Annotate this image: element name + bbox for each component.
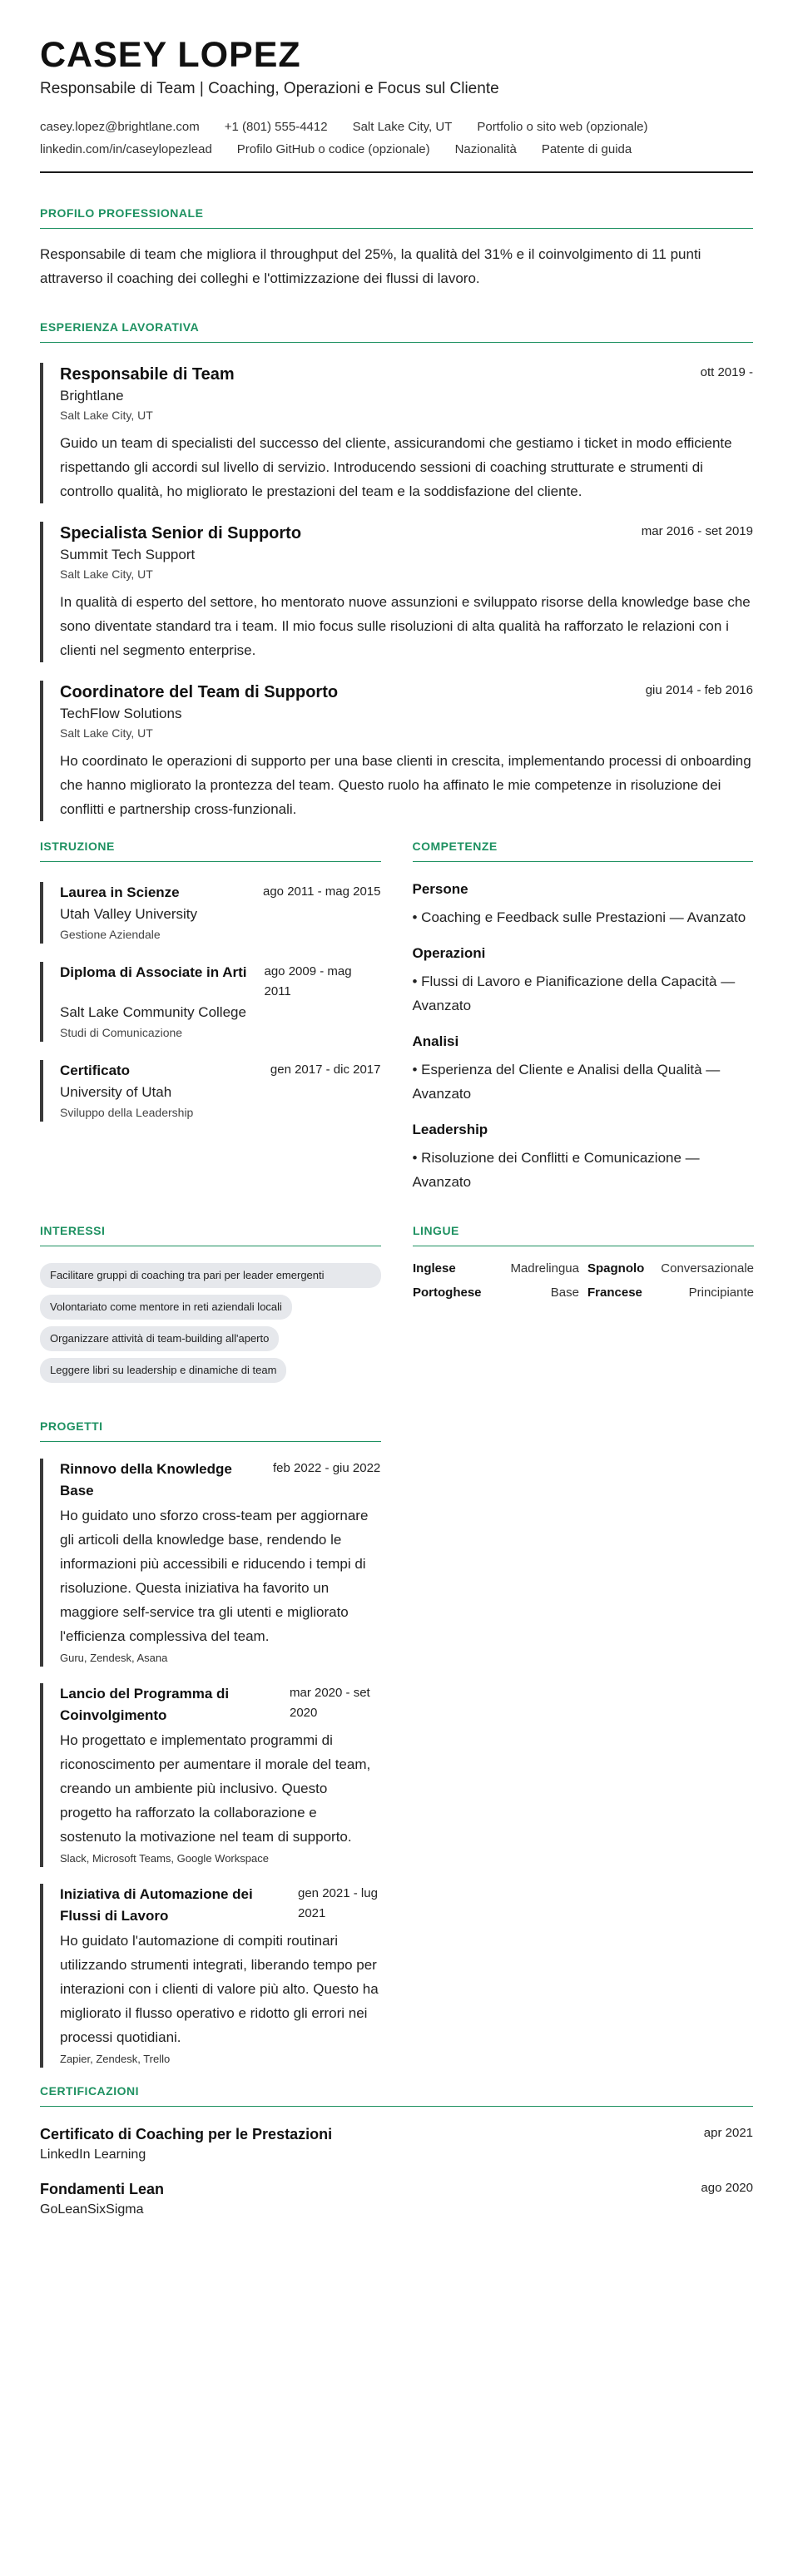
skill-category: Persone [412, 881, 468, 897]
skills-heading: COMPETENZE [413, 840, 754, 862]
project-date: mar 2020 - set 2020 [290, 1686, 370, 1720]
interest-tag: Leggere libri su leadership e dinamiche di team [40, 1358, 286, 1383]
interests-heading: INTERESSI [40, 1224, 381, 1246]
job-description: Guido un team di specialisti del successo del cliente, assicurandomi che gestiamo i ticket in modo efficiente rispettando gli accordi sul livello di servizio. Introducendo sessioni di coaching strutturate e strumenti di controllo qualità, ho migliorato le prestazioni del team e la soddisfazione del cliente. [60, 435, 732, 499]
language-name: Portoghese [413, 1286, 482, 1300]
education-item [40, 1060, 381, 1122]
project-title: Rinnovo della Knowledge Base [60, 1461, 232, 1499]
language-name: Francese [587, 1286, 642, 1300]
field-of-study: Gestione Aziendale [60, 928, 161, 941]
certification-item [40, 2178, 753, 2220]
header-divider [40, 171, 753, 173]
skill-category: Operazioni [412, 945, 486, 961]
job-company: Brightlane [60, 388, 124, 404]
certification-issuer: GoLeanSixSigma [40, 2202, 144, 2217]
experience-section [40, 320, 753, 821]
projects-section [40, 1419, 753, 2068]
skills-section [413, 840, 754, 1194]
profile-summary: Responsabile di team che migliora il throughput del 25%, la qualità del 31% e il coinvolgimento di 11 punti attraverso il coaching dei colleghi e l'ottimizzazione dei flussi di lavoro. [40, 246, 701, 286]
school: Utah Valley University [60, 906, 198, 922]
job-date: ott 2019 - [700, 365, 753, 379]
project-item [40, 1683, 381, 1867]
contact-nationality: Nazionalità [454, 142, 517, 156]
certification-issuer: LinkedIn Learning [40, 2147, 146, 2162]
contact-license: Patente di guida [541, 142, 632, 156]
project-title: Lancio del Programma di Coinvolgimento [60, 1686, 230, 1723]
experience-item [40, 522, 753, 662]
certification-item [40, 2123, 753, 2165]
interest-tag: Facilitare gruppi di coaching tra pari per leader emergenti [40, 1263, 381, 1288]
job-company: TechFlow Solutions [60, 706, 182, 721]
field-of-study: Sviluppo della Leadership [60, 1106, 194, 1119]
contact-info [40, 120, 753, 156]
project-tools: Guru, Zendesk, Asana [60, 1652, 168, 1664]
project-title: Iniziativa di Automazione dei Flussi di Lavoro [60, 1886, 253, 1924]
languages-grid [413, 1261, 754, 1300]
education-section [40, 840, 381, 1194]
language-level: Base [550, 1286, 579, 1300]
skill-item: • Coaching e Feedback sulle Prestazioni — Avanzato [412, 909, 746, 925]
language-level: Conversazionale [661, 1261, 754, 1276]
language-level: Principiante [688, 1286, 754, 1300]
project-description: Ho progettato e implementato programmi di riconoscimento per aumentare il morale del team, creando un ambiente più inclusivo. Questo progetto ha rafforzato la collaborazione e sostenuto la motivazione nel team di supporto. [60, 1732, 371, 1845]
school: University of Utah [60, 1084, 172, 1100]
job-title: Coordinatore del Team di Supporto [60, 683, 339, 701]
degree: Laurea in Scienze [60, 884, 180, 900]
school: Salt Lake Community College [60, 1004, 246, 1020]
education-date: gen 2017 - dic 2017 [270, 1063, 381, 1077]
degree: Certificato [60, 1063, 131, 1078]
job-location: Salt Lake City, UT [60, 409, 153, 422]
languages-section [413, 1224, 754, 1390]
job-company: Summit Tech Support [60, 547, 196, 562]
project-tools: Zapier, Zendesk, Trello [60, 2053, 171, 2065]
skill-category: Analisi [412, 1033, 459, 1049]
project-item [40, 1884, 381, 2068]
certification-date: apr 2021 [703, 2126, 753, 2140]
contact-github[interactable]: Profilo GitHub o codice (opzionale) [236, 142, 430, 156]
education-date: ago 2009 - mag 2011 [264, 964, 352, 998]
contact-linkedin[interactable]: linkedin.com/in/caseylopezlead [40, 142, 212, 156]
projects-heading: PROGETTI [40, 1419, 381, 1442]
project-item [40, 1459, 381, 1667]
contact-email[interactable]: casey.lopez@brightlane.com [40, 120, 200, 134]
skill-item: • Flussi di Lavoro e Pianificazione della Capacità — Avanzato [412, 973, 736, 1013]
certification-title: Certificato di Coaching per le Prestazioni [40, 2126, 333, 2143]
candidate-name: CASEY LOPEZ [40, 35, 301, 75]
interest-tag: Organizzare attività di team-building all'aperto [40, 1326, 279, 1351]
profile-section [40, 206, 753, 290]
job-date: giu 2014 - feb 2016 [645, 683, 753, 697]
experience-item [40, 363, 753, 503]
certifications-section [40, 2084, 753, 2220]
languages-heading: LINGUE [413, 1224, 754, 1246]
interests-section [40, 1224, 381, 1390]
job-description: Ho coordinato le operazioni di supporto per una base clienti in crescita, implementando processi di onboarding che hanno migliorato la prontezza del team. Questo ruolo ha affinato le mie competenze in risoluzione dei conflitti e partnership cross-funzionali. [60, 753, 751, 817]
skill-item: • Esperienza del Cliente e Analisi della Qualità — Avanzato [412, 1062, 721, 1102]
field-of-study: Studi di Comunicazione [60, 1026, 183, 1039]
education-item [40, 882, 381, 944]
experience-heading: ESPERIENZA LAVORATIVA [40, 320, 753, 343]
skill-category: Leadership [412, 1122, 488, 1137]
certification-date: ago 2020 [701, 2181, 753, 2195]
job-description: In qualità di esperto del settore, ho mentorato nuove assunzioni e sviluppato risorse della knowledge base che sono diventate standard tra i team. Il mio focus sulle risoluzioni di alta qualità ha rafforzato le relazioni con i clienti nel segmento enterprise. [60, 594, 751, 658]
job-title: Specialista Senior di Supporto [60, 524, 302, 542]
project-date: gen 2021 - lug 2021 [298, 1886, 378, 1920]
contact-phone[interactable]: +1 (801) 555-4412 [224, 120, 328, 134]
certifications-heading: CERTIFICAZIONI [40, 2084, 753, 2107]
job-location: Salt Lake City, UT [60, 726, 153, 740]
language-name: Inglese [413, 1261, 456, 1276]
contact-location: Salt Lake City, UT [352, 120, 453, 134]
education-heading: ISTRUZIONE [40, 840, 381, 862]
job-location: Salt Lake City, UT [60, 567, 153, 581]
project-description: Ho guidato uno sforzo cross-team per aggiornare gli articoli della knowledge base, rendendo le informazioni più accessibili e riducendo i tempi di risoluzione. Questa iniziativa ha favorito un maggiore self-service tra gli utenti e migliorato l'efficienza complessiva del team. [60, 1508, 369, 1644]
job-title: Responsabile di Team [60, 365, 235, 384]
degree: Diploma di Associate in Arti [60, 964, 247, 980]
project-date: feb 2022 - giu 2022 [273, 1461, 381, 1475]
contact-portfolio[interactable]: Portfolio o sito web (opzionale) [477, 120, 648, 134]
experience-item [40, 681, 753, 821]
certification-title: Fondamenti Lean [40, 2181, 165, 2197]
education-date: ago 2011 - mag 2015 [263, 884, 381, 899]
project-description: Ho guidato l'automazione di compiti routinari utilizzando strumenti integrati, liberando tempo per interazioni con i clienti di valore più alto. Questo ha migliorato il flusso operativo e ridotto gli errori nei processi quotidiani. [60, 1933, 379, 2045]
skill-item: • Risoluzione dei Conflitti e Comunicazione — Avanzato [412, 1150, 700, 1190]
education-item [40, 962, 381, 1042]
interest-tag: Volontariato come mentore in reti aziendali locali [40, 1295, 292, 1320]
language-name: Spagnolo [587, 1261, 645, 1276]
language-level: Madrelingua [510, 1261, 579, 1276]
project-tools: Slack, Microsoft Teams, Google Workspace [60, 1852, 269, 1865]
job-date: mar 2016 - set 2019 [641, 524, 753, 538]
profile-heading: PROFILO PROFESSIONALE [40, 206, 753, 229]
headline: Responsabile di Team | Coaching, Operazioni e Focus sul Cliente [40, 80, 499, 97]
